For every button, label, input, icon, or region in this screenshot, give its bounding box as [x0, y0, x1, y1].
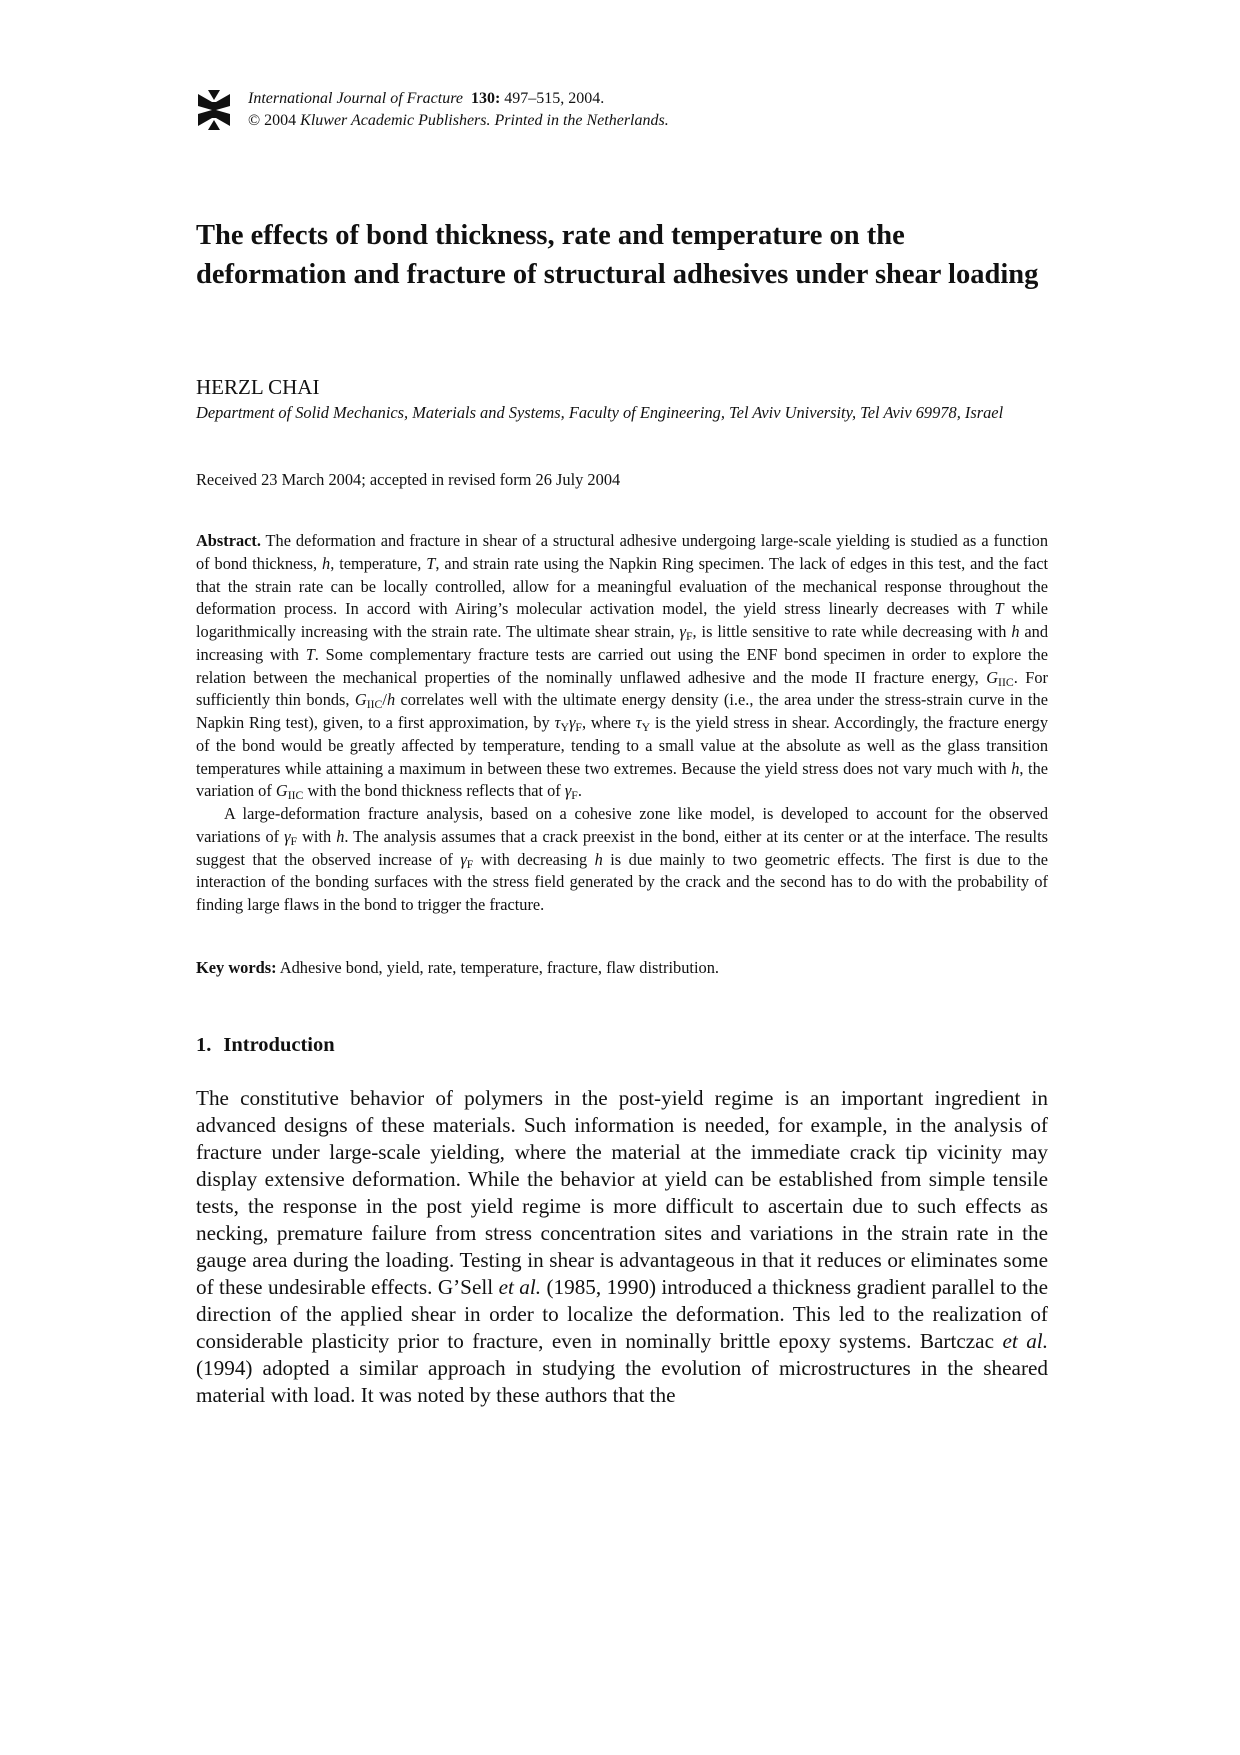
symbol-tau: τ: [554, 713, 561, 732]
subscript-IIC: IIC: [366, 698, 383, 712]
text-run: /: [382, 690, 387, 710]
symbol-G: G: [275, 781, 288, 801]
text-run: with decreasing: [473, 849, 595, 869]
text-run: , where: [581, 713, 636, 732]
symbol-gamma: γ: [679, 622, 686, 641]
received-date: Received 23 March 2004; accepted in revised form 26 July 2004: [196, 470, 621, 489]
symbol-gamma: γ: [460, 849, 467, 869]
introduction-paragraph: [196, 1085, 1048, 1409]
subscript-Y: Y: [560, 720, 569, 734]
text-run: . The analysis assumes that a crack preexist in the bond, either at its center or at the interface. The results suggest that the observed increase of: [196, 826, 1048, 869]
text-run: . Some complementary fracture tests are carried out using the ENF bond specimen in order to explore the relation between the mechanical properties of the nominally unflawed adhesive and the mode II fracture energy,: [196, 644, 1048, 687]
symbol-T: T: [994, 599, 1004, 619]
symbol-gamma: γ: [568, 713, 576, 732]
text-run: correlates well with the ultimate energy density (i.e., the area under the stress-strain curve in the Napkin Ring test), given, to a first approximation, by: [196, 690, 1048, 732]
keywords-label: Key words:: [196, 958, 277, 977]
subscript-IIC: IIC: [998, 675, 1014, 689]
abstract-label: Abstract.: [196, 531, 261, 550]
symbol-T: T: [305, 644, 315, 664]
et-al: et al.: [498, 1275, 542, 1299]
abstract-paragraph-2: [196, 803, 1048, 917]
journal-header: [196, 88, 896, 136]
printed-note: Printed in the Netherlands.: [490, 112, 669, 129]
subscript-F: F: [686, 629, 693, 643]
symbol-G: G: [986, 667, 999, 687]
author-name: HERZL CHAI: [196, 375, 320, 399]
text-run: , and strain rate using the Napkin Ring specimen. The lack of edges in this test, and the fact that the strain rate can be locally controlled, allow for a meaningful evaluation of the mechanical response throughout the deformation process. In accord with Airing’s molecular activation model, the yield stress linearly decreases with: [196, 553, 1048, 619]
journal-name: International Journal of Fracture: [248, 90, 463, 107]
symbol-h: h: [1011, 758, 1020, 778]
keywords-text: Adhesive bond, yield, rate, temperature, fracture, flaw distribution.: [276, 958, 719, 977]
symbol-T: T: [426, 553, 436, 573]
journal-volume: 130:: [470, 90, 501, 107]
et-al: et al.: [1002, 1329, 1048, 1353]
symbol-h: h: [336, 826, 345, 846]
text-run: The deformation and fracture in shear of a structural adhesive undergoing large-scale yielding is studied as a function of bond thickness,: [196, 531, 1048, 573]
text-run: .: [577, 781, 582, 801]
subscript-F: F: [571, 789, 578, 803]
section-title: Introduction: [223, 1034, 335, 1056]
symbol-gamma: γ: [564, 781, 572, 801]
text-run: . For sufficiently thin bonds,: [196, 667, 1048, 710]
paper-title: The effects of bond thickness, rate and temperature on the deformation and fracture of structural adhesives under shear loading: [196, 220, 1039, 290]
text-run: (1994) adopted a similar approach in studying the evolution of microstructures in the sheared material with load. It was noted by these authors that the: [196, 1356, 1048, 1407]
kluwer-logo-icon: [196, 90, 232, 130]
abstract: [196, 530, 1048, 917]
subscript-F: F: [575, 720, 582, 734]
text-run: with the bond thickness reflects that of: [303, 781, 565, 801]
subscript-IIC: IIC: [287, 789, 304, 803]
symbol-h: h: [386, 690, 396, 710]
text-run: , the variation of: [196, 758, 1048, 801]
subscript-Y: Y: [641, 720, 651, 734]
text-run: is due mainly to two geometric effects. The first is due to the interaction of the bonding surfaces with the stress field generated by the crack and the second has to do with the probability of finding large flaws in the bond to trigger the fracture.: [196, 849, 1048, 914]
symbol-G: G: [354, 690, 367, 710]
text-run: (1985, 1990) introduced a thickness gradient parallel to the direction of the applied shear in order to localize the deformation. This led to the realization of considerable plasticity prior to fracture, even in nominally brittle epoxy systems. Bartczac: [196, 1275, 1049, 1353]
journal-pages-year: 497–515, 2004.: [500, 90, 605, 107]
symbol-tau: τ: [635, 713, 642, 732]
section-heading: [196, 1032, 335, 1058]
text-run: and increasing with: [196, 622, 1048, 664]
text-run: with: [297, 826, 337, 846]
keywords: [196, 957, 1048, 979]
symbol-h: h: [322, 553, 331, 573]
symbol-h: h: [1011, 622, 1020, 641]
text-run: is the yield stress in shear. Accordingly, the fracture energy of the bond would be greatly affected by temperature, tending to a small value at the absolute as well as the glass transition temperatures while attaining a maximum in between these two extremes. Because the yield stress does not vary much with: [196, 713, 1048, 778]
symbol-h: h: [594, 849, 603, 869]
author-affiliation: Department of Solid Mechanics, Materials and Systems, Faculty of Engineering, Tel Aviv University, Tel Aviv 69978, Israel: [196, 403, 1004, 422]
text-run: A large-deformation fracture analysis, based on a cohesive zone like model, is developed to account for the observed variations of: [196, 804, 1048, 846]
copyright-prefix: © 2004: [248, 112, 301, 129]
subscript-F: F: [290, 834, 298, 848]
publisher: Kluwer Academic Publishers.: [300, 112, 491, 129]
text-run: , temperature,: [330, 553, 427, 573]
section-number: 1.: [196, 1034, 212, 1056]
text-run: , is little sensitive to rate while decreasing with: [692, 622, 1012, 641]
symbol-gamma: γ: [284, 826, 291, 846]
journal-copyright: [248, 110, 669, 132]
text-run: The constitutive behavior of polymers in the post-yield regime is an important ingredient in advanced designs of these materials. Such information is needed, for example, in the analysis of fracture under large-scale yielding, where the material at the immediate crack tip vicinity may display extensive deformation. While the behavior at yield can be established from simple tensile tests, the response in the post yield regime is more difficult to ascertain due to such effects as necking, premature failure from stress concentration sites and variations in the strain rate in the gauge area during the loading. Testing in shear is advantageous in that it reduces or eliminates some of these undesirable effects. G’Sell: [196, 1086, 1048, 1299]
journal-citation: [248, 88, 669, 110]
abstract-paragraph-1: [196, 530, 1048, 803]
text-run: while logarithmically increasing with the strain rate. The ultimate shear strain,: [196, 599, 1048, 641]
subscript-F: F: [466, 857, 474, 871]
